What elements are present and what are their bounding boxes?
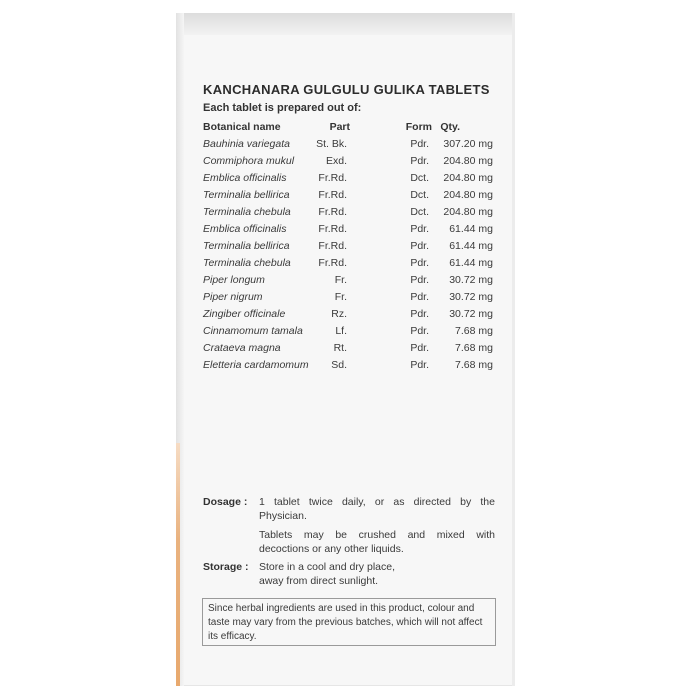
ingredient-qty: 204.80 mg <box>443 155 493 167</box>
ingredient-form: Pdr. <box>410 138 429 150</box>
table-header-row <box>203 119 495 136</box>
dosage-label: Dosage : <box>203 496 248 508</box>
ingredient-name: Eletteria cardamomum <box>203 359 309 371</box>
ingredient-qty: 204.80 mg <box>443 172 493 184</box>
ingredient-part: Fr.Rd. <box>318 257 347 269</box>
table-row <box>203 306 495 323</box>
ingredient-form: Pdr. <box>410 308 429 320</box>
ingredient-name: Emblica officinalis <box>203 223 287 235</box>
ingredient-qty: 307.20 mg <box>443 138 493 150</box>
table-row <box>203 221 495 238</box>
table-row <box>203 170 495 187</box>
dosage-note: Tablets may be crushed and mixed with decoctions or any other liquids. <box>259 529 495 555</box>
ingredient-form: Pdr. <box>410 359 429 371</box>
ingredient-form: Pdr. <box>410 325 429 337</box>
table-row <box>203 204 495 221</box>
ingredient-qty: 7.68 mg <box>455 359 493 371</box>
table-row <box>203 187 495 204</box>
header-part: Part <box>329 121 350 133</box>
ingredient-qty: 61.44 mg <box>449 240 493 252</box>
ingredient-form: Pdr. <box>410 274 429 286</box>
ingredient-form: Pdr. <box>410 291 429 303</box>
ingredient-part: Sd. <box>331 359 347 371</box>
ingredient-qty: 61.44 mg <box>449 257 493 269</box>
ingredient-part: Exd. <box>325 155 347 167</box>
ingredient-qty: 30.72 mg <box>449 274 493 286</box>
ingredient-part: Fr. <box>334 291 347 303</box>
ingredient-qty: 30.72 mg <box>449 308 493 320</box>
ingredient-part: Rz. <box>331 308 347 320</box>
ingredient-form: Pdr. <box>410 257 429 269</box>
ingredient-part: Fr.Rd. <box>318 240 347 252</box>
ingredients-rows <box>203 136 495 374</box>
table-row <box>203 289 495 306</box>
table-row <box>203 323 495 340</box>
package-top-edge <box>176 13 515 35</box>
ingredient-form: Pdr. <box>410 155 429 167</box>
ingredient-name: Commiphora mukul <box>203 155 295 167</box>
ingredient-name: Emblica officinalis <box>203 172 287 184</box>
ingredient-part: Lf. <box>335 325 347 337</box>
table-row <box>203 255 495 272</box>
ingredient-form: Pdr. <box>410 342 429 354</box>
storage-line-2: away from direct sunlight. <box>259 575 379 587</box>
ingredient-qty: 7.68 mg <box>455 342 493 354</box>
table-row <box>203 340 495 357</box>
ingredient-part: Fr. <box>334 274 347 286</box>
dosage-text: 1 tablet twice daily, or as directed by the Physician. <box>259 496 495 522</box>
ingredient-qty: 7.68 mg <box>455 325 493 337</box>
ingredient-form: Pdr. <box>410 240 429 252</box>
ingredient-part: Fr.Rd. <box>318 223 347 235</box>
orange-accent-stripe <box>176 443 180 686</box>
ingredient-name: Bauhinia variegata <box>203 138 290 150</box>
header-qty: Qty. <box>440 121 460 133</box>
ingredient-part: Fr.Rd. <box>318 172 347 184</box>
product-title: KANCHANARA GULGULU GULIKA TABLETS <box>203 82 490 97</box>
table-row <box>203 357 495 374</box>
ingredient-name: Cinnamomum tamala <box>203 325 303 337</box>
storage-line-1: Store in a cool and dry place, <box>259 561 395 573</box>
ingredient-name: Crataeva magna <box>203 342 281 354</box>
composition-subtitle: Each tablet is prepared out of: <box>203 102 362 114</box>
ingredient-name: Terminalia chebula <box>203 257 291 269</box>
ingredient-form: Dct. <box>410 189 429 201</box>
ingredient-qty: 30.72 mg <box>449 291 493 303</box>
package-right-edge <box>512 13 515 686</box>
ingredient-name: Piper longum <box>203 274 265 286</box>
table-row <box>203 136 495 153</box>
ingredient-form: Dct. <box>410 206 429 218</box>
ingredient-part: Fr.Rd. <box>318 189 347 201</box>
table-row <box>203 272 495 289</box>
ingredient-name: Terminalia bellirica <box>203 240 290 252</box>
ingredient-form: Dct. <box>410 172 429 184</box>
ingredient-qty: 204.80 mg <box>443 189 493 201</box>
ingredient-name: Terminalia bellirica <box>203 189 290 201</box>
header-form: Form <box>405 121 432 133</box>
ingredient-name: Terminalia chebula <box>203 206 291 218</box>
storage-label: Storage : <box>203 561 249 573</box>
ingredient-qty: 61.44 mg <box>449 223 493 235</box>
ingredient-qty: 204.80 mg <box>443 206 493 218</box>
header-botanical-name: Botanical name <box>203 121 281 133</box>
variation-notice: Since herbal ingredients are used in this product, colour and taste may vary from the previous batches, which will not affect its efficacy. <box>202 598 496 646</box>
ingredient-part: St. Bk. <box>316 138 347 150</box>
ingredient-part: Rt. <box>333 342 347 354</box>
table-row <box>203 238 495 255</box>
table-row <box>203 153 495 170</box>
ingredient-name: Piper nigrum <box>203 291 263 303</box>
ingredient-form: Pdr. <box>410 223 429 235</box>
ingredients-table <box>203 119 495 374</box>
ingredient-part: Fr.Rd. <box>318 206 347 218</box>
ingredient-name: Zingiber officinale <box>203 308 286 320</box>
